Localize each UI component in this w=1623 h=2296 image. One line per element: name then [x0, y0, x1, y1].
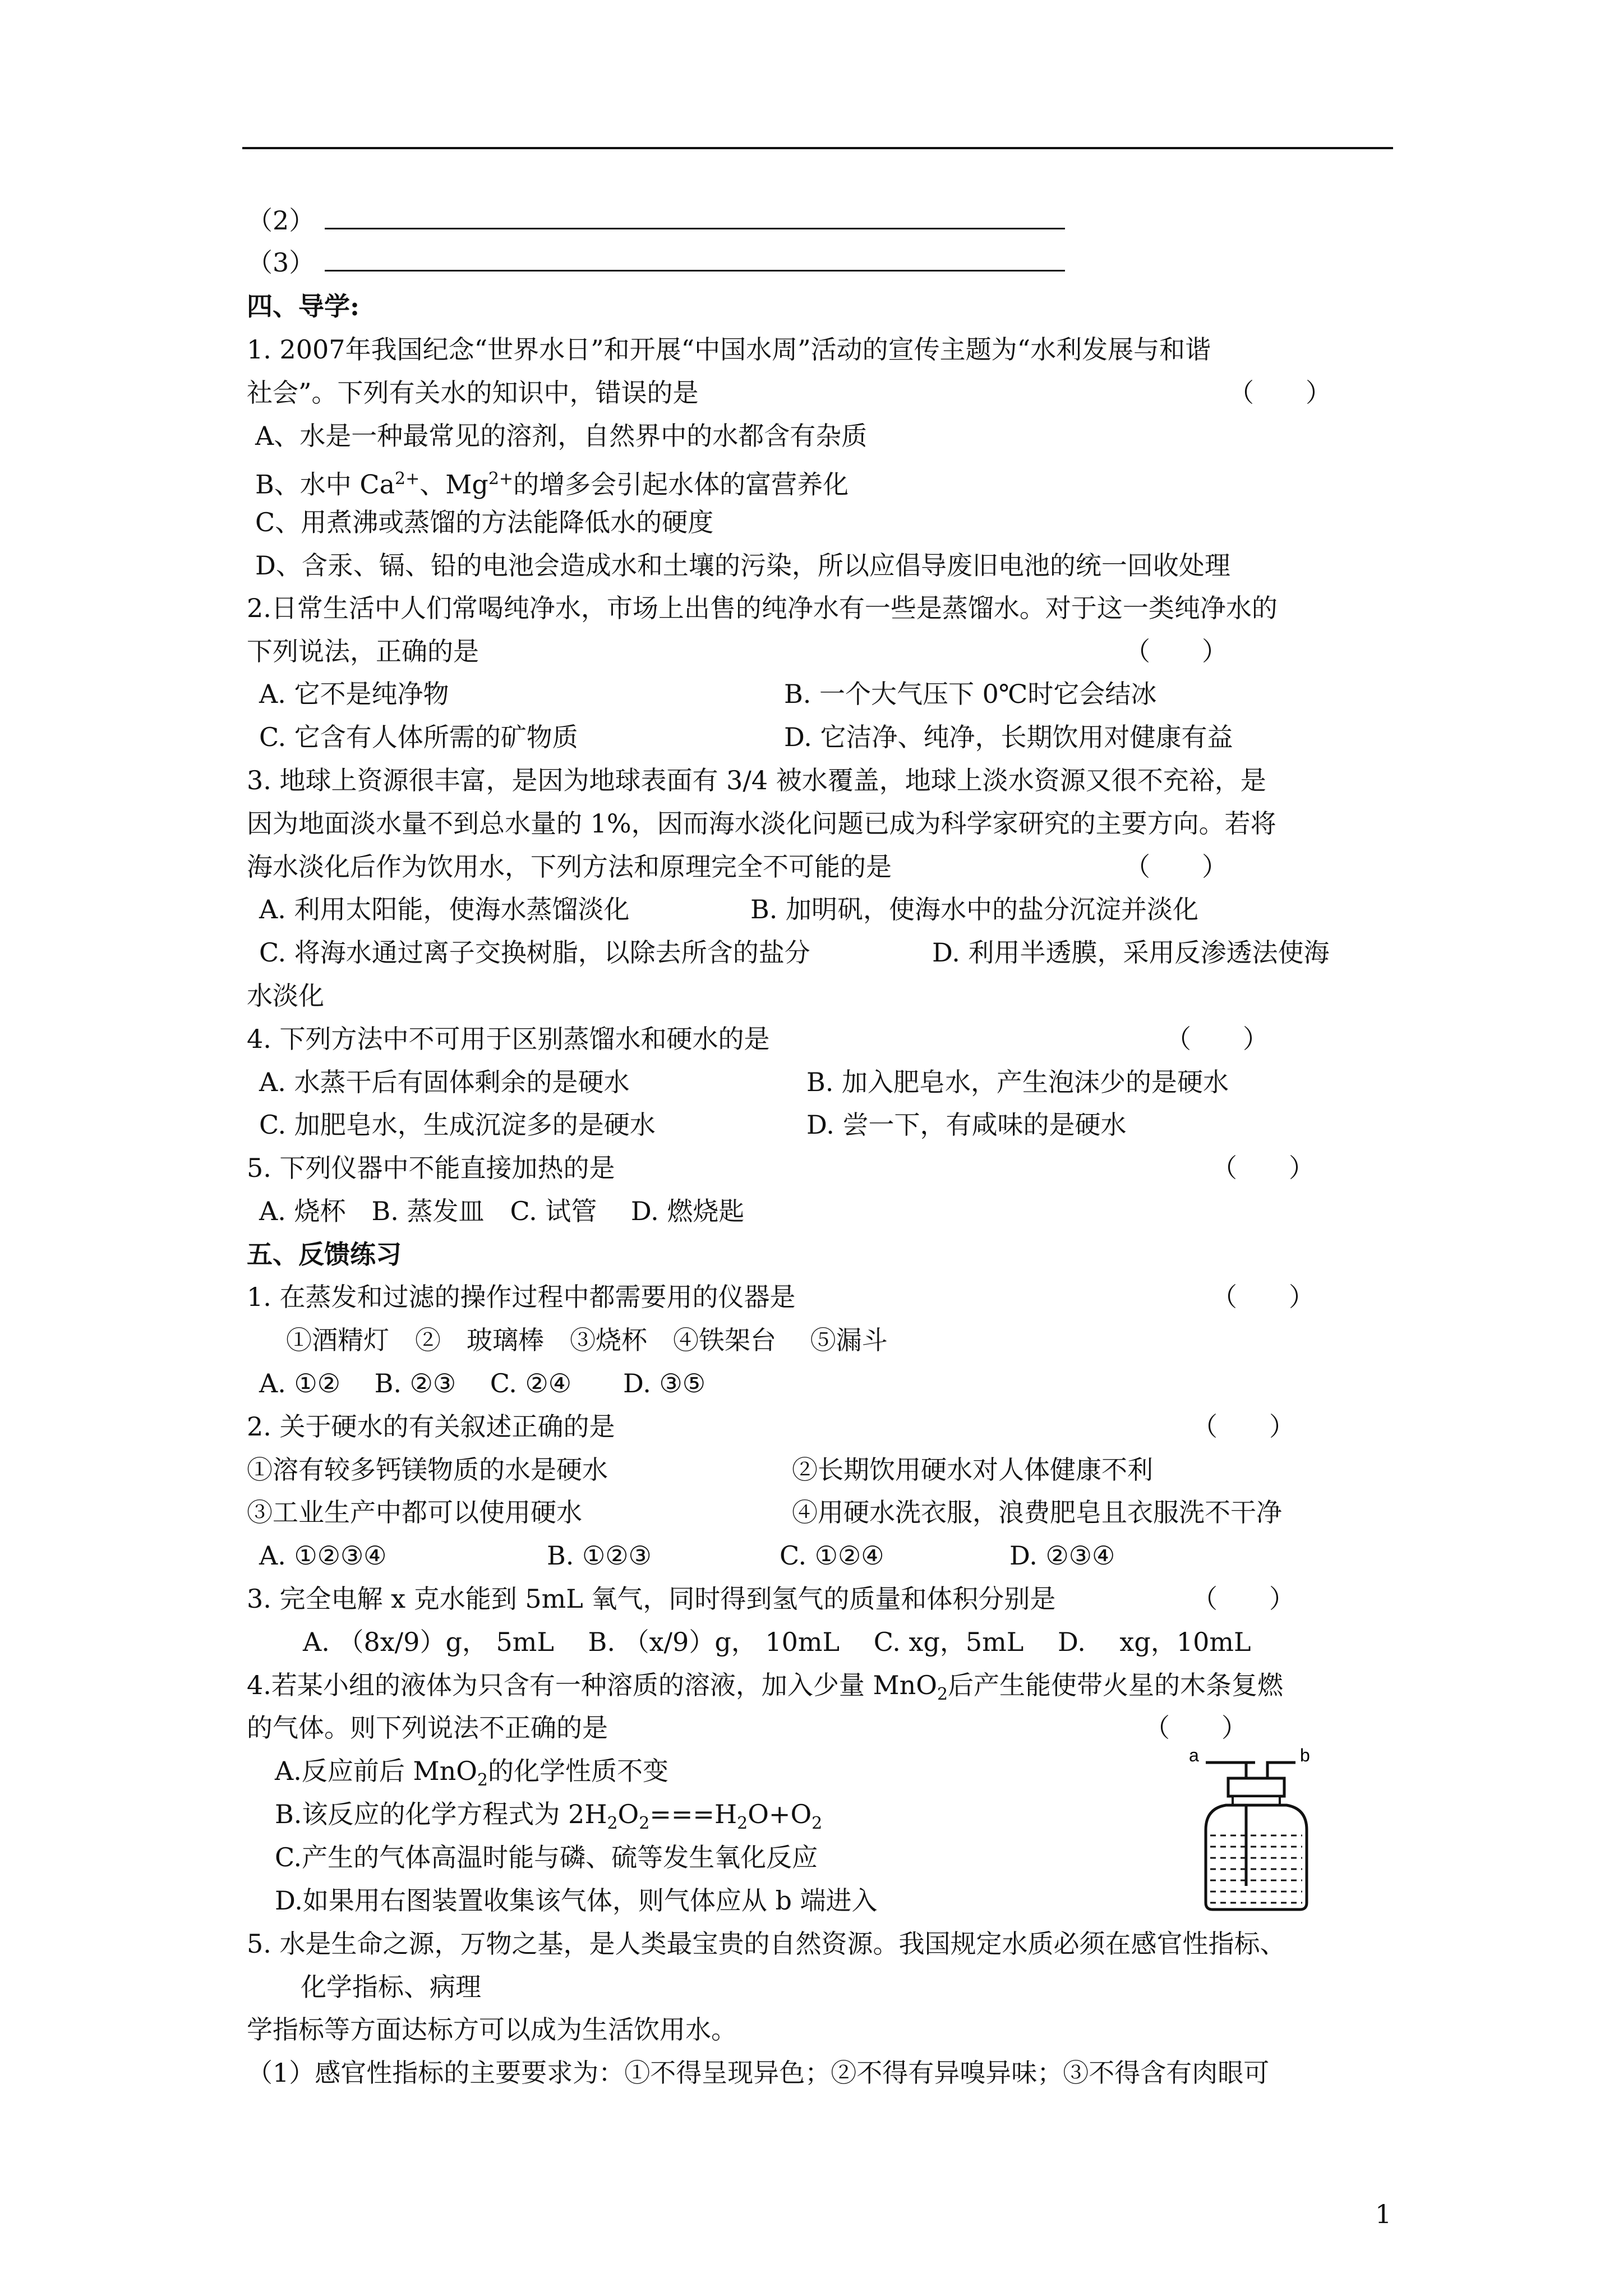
option-d: D. 它洁净、纯净，长期饮用对健康有益	[784, 722, 1233, 752]
question-text: 社会”。下列有关水的知识中，错误的是	[247, 378, 699, 408]
blank-label: （3）	[247, 247, 315, 278]
option-d: D. ②③④	[1009, 1540, 1115, 1571]
option-a: A. 利用太阳能，使海水蒸馏淡化	[259, 894, 630, 924]
option-a: A、水是一种最常见的溶剂，自然界中的水都含有杂质	[255, 421, 868, 451]
blank-line-3	[247, 245, 1065, 279]
answer-paren: （ ）	[1228, 378, 1331, 408]
option-c: C、用煮沸或蒸馏的方法能降低水的硬度	[255, 507, 714, 537]
statement-1: ①溶有较多钙镁物质的水是硬水	[247, 1455, 608, 1485]
section-heading: 四、导学:	[247, 291, 359, 321]
question-text: 4.若某小组的液体为只含有一种溶质的溶液，加入少量 MnO$_2$后产生能使带火星的木条复燃	[247, 1670, 1284, 1705]
option-c: C. 它含有人体所需的矿物质	[259, 722, 578, 752]
items-row: ①酒精灯 ② 玻璃棒 ③烧杯 ④铁架台 ⑤漏斗	[286, 1325, 888, 1355]
option-d: D、含汞、镉、铅的电池会造成水和土壤的污染，所以应倡导废旧电池的统一回收处理	[255, 550, 1230, 581]
header-rule	[242, 147, 1393, 149]
option-c: C. 将海水通过离子交换树脂，以除去所含的盐分	[259, 937, 810, 968]
answer-paren: （ ）	[1124, 852, 1228, 882]
statement-3: ③工业生产中都可以使用硬水	[247, 1497, 582, 1527]
question-text: 1. 在蒸发和过滤的操作过程中都需要用的仪器是	[247, 1282, 796, 1312]
question-text: 4. 下列方法中不可用于区别蒸馏水和硬水的是	[247, 1024, 770, 1054]
question-text: （1）感官性指标的主要要求为：①不得呈现异色；②不得有异嗅异味；③不得含有肉眼可	[247, 2058, 1270, 2088]
answer-paren: （ ）	[1192, 1411, 1295, 1442]
options-row: A. ①② B. ②③ C. ②④ D. ③⑤	[259, 1368, 706, 1398]
page-number: 1	[1375, 2199, 1392, 2229]
section-heading: 五、反馈练习	[247, 1239, 402, 1269]
option-d: D. 利用半透膜，采用反渗透法使海	[932, 937, 1330, 968]
water	[1210, 1835, 1302, 1903]
question-text: 因为地面淡水量不到总水量的 1%，因而海水淡化问题已成为科学家研究的主要方向。若将	[247, 808, 1276, 839]
question-text: 1. 2007年我国纪念“世界水日”和开展“中国水周”活动的宣传主题为“水利发展与和谐	[247, 334, 1211, 365]
answer-paren: （ ）	[1211, 1153, 1315, 1183]
question-text: 2.日常生活中人们常喝纯净水，市场上出售的纯净水有一些是蒸馏水。对于这一类纯净水的	[247, 593, 1278, 623]
option-a: A. 它不是纯净物	[259, 679, 449, 709]
option-d-continued: 水淡化	[247, 981, 324, 1011]
question-text: 3. 完全电解 x 克水能到 5mL 氧气，同时得到氢气的质量和体积分别是	[247, 1584, 1056, 1614]
question-text: 5. 下列仪器中不能直接加热的是	[247, 1153, 615, 1183]
option-a: A. ①②③④	[259, 1540, 387, 1571]
option-b: B. 一个大气压下 0℃时它会结冰	[784, 679, 1157, 709]
question-text: 的气体。则下列说法不正确的是	[247, 1713, 608, 1743]
option-c: C. ①②④	[780, 1540, 884, 1571]
option-d: D. 尝一下，有咸味的是硬水	[806, 1110, 1127, 1140]
question-text: 海水淡化后作为饮用水，下列方法和原理完全不可能的是	[247, 852, 892, 882]
question-text: 下列说法，正确的是	[247, 636, 479, 666]
question-text: 3. 地球上资源很丰富，是因为地球表面有 3/4 被水覆盖，地球上淡水资源又很不充裕，是	[247, 765, 1266, 795]
answer-paren: （ ）	[1144, 1713, 1247, 1743]
answer-paren: （ ）	[1192, 1584, 1295, 1614]
answer-underline	[325, 203, 1065, 229]
option-b: B. 加明矾，使海水中的盐分沉淀并淡化	[750, 894, 1199, 924]
option-d: D.如果用右图装置收集该气体，则气体应从 b 端进入	[275, 1885, 878, 1916]
stopper	[1228, 1778, 1284, 1796]
question-text: 2. 关于硬水的有关叙述正确的是	[247, 1411, 615, 1442]
option-b: B. ①②③	[547, 1540, 652, 1571]
answer-paren: （ ）	[1124, 636, 1228, 666]
options-row: A. （8x/9）g， 5mL B. （x/9）g， 10mL C. xg，5mL D. xg，10mL	[303, 1627, 1251, 1657]
figure-label-b: b	[1300, 1746, 1310, 1765]
answer-paren: （ ）	[1211, 1282, 1315, 1312]
statement-2: ②长期饮用硬水对人体健康不利	[792, 1455, 1153, 1485]
question-text: 学指标等方面达标方可以成为生活饮用水。	[247, 2014, 737, 2045]
question-text: 化学指标、病理	[301, 1972, 481, 2002]
answer-underline	[325, 245, 1065, 272]
options-row: A. 烧杯 B. 蒸发皿 C. 试管 D. 燃烧匙	[259, 1196, 745, 1226]
answer-paren: （ ）	[1165, 1024, 1269, 1054]
option-c: C.产生的气体高温时能与磷、硫等发生氧化反应	[275, 1842, 818, 1872]
statement-4: ④用硬水洗衣服，浪费肥皂且衣服洗不干净	[792, 1497, 1282, 1527]
option-a: A.反应前后 MnO$_2$的化学性质不变	[275, 1756, 668, 1791]
question-text: 5. 水是生命之源，万物之基，是人类最宝贵的自然资源。我国规定水质必须在感官性指标、	[247, 1929, 1286, 1959]
blank-label: （2）	[247, 205, 315, 236]
option-b: B.该反应的化学方程式为 $2H_2O_2===H_2O+O_2$	[275, 1799, 823, 1834]
option-b: B. 加入肥皂水，产生泡沫少的是硬水	[806, 1067, 1229, 1097]
figure-label-a: a	[1189, 1746, 1199, 1765]
option-b: B、水中 $Ca^{2+}$、$Mg^{2+}$的增多会引起水体的富营养化	[255, 469, 849, 500]
blank-line-2	[247, 203, 1065, 237]
option-c: C. 加肥皂水，生成沉淀多的是硬水	[259, 1110, 656, 1140]
gas-bottle-figure	[1183, 1746, 1329, 1914]
option-a: A. 水蒸干后有固体剩余的是硬水	[259, 1067, 630, 1097]
